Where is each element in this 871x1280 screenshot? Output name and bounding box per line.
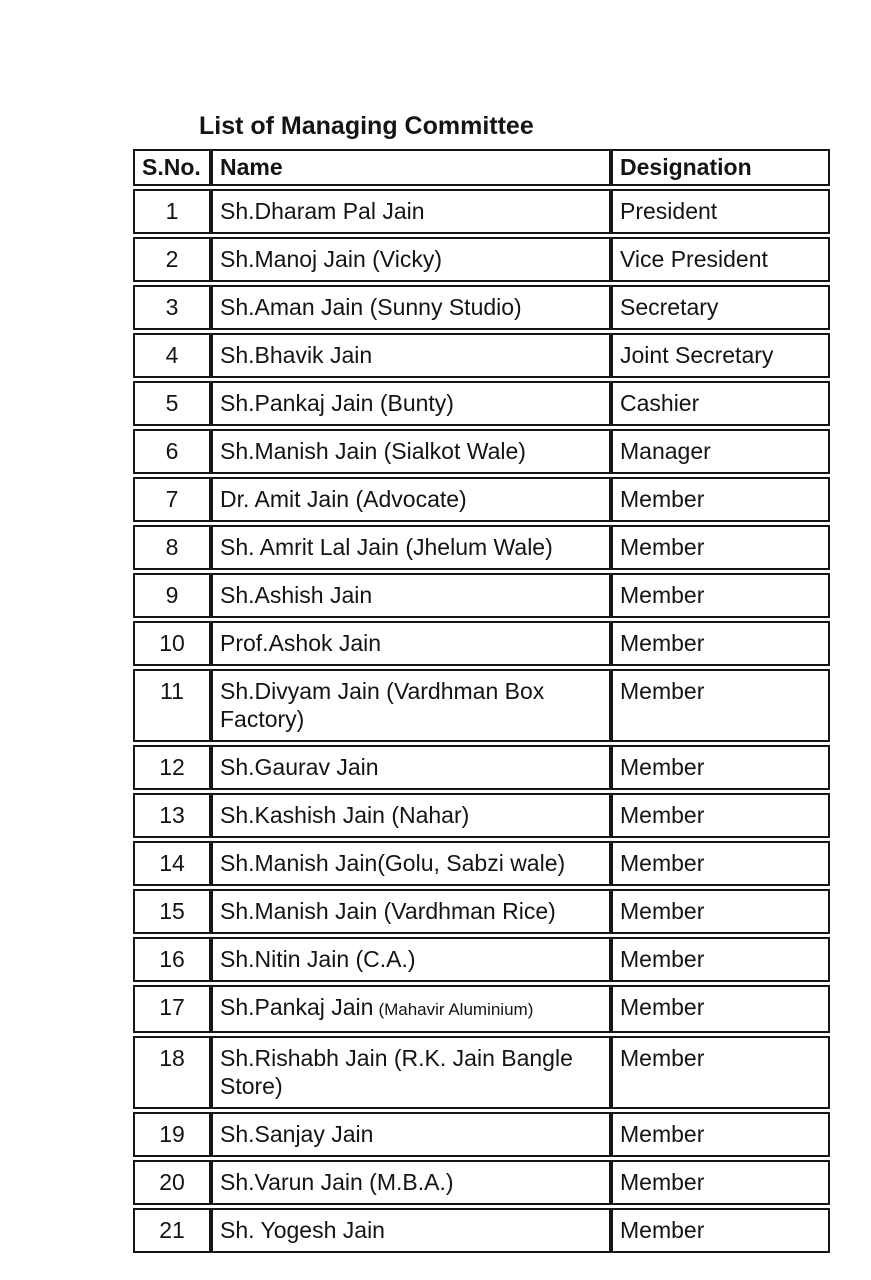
column-header-name: Name xyxy=(211,149,611,186)
table-row xyxy=(133,1208,830,1253)
row-sno-cell: 1 xyxy=(133,189,211,234)
row-designation-cell: Member xyxy=(611,889,830,934)
row-name-cell xyxy=(211,525,611,570)
committee-table xyxy=(133,146,830,1256)
row-sno-cell: 13 xyxy=(133,793,211,838)
table-row xyxy=(133,573,830,618)
row-designation-cell: Member xyxy=(611,621,830,666)
row-sno-cell: 9 xyxy=(133,573,211,618)
table-row xyxy=(133,189,830,234)
table-row xyxy=(133,285,830,330)
member-name: Sh.Manish Jain (Vardhman Rice) xyxy=(220,898,556,924)
page-title: List of Managing Committee xyxy=(199,112,534,140)
member-name: Sh.Kashish Jain (Nahar) xyxy=(220,802,470,828)
member-name: Sh.Manish Jain(Golu, Sabzi wale) xyxy=(220,850,566,876)
member-name: Sh.Dharam Pal Jain xyxy=(220,198,425,224)
member-name-note: (Mahavir Aluminium) xyxy=(378,1000,534,1019)
row-designation-cell: Member xyxy=(611,1160,830,1205)
row-sno-cell: 12 xyxy=(133,745,211,790)
member-name: Sh.Divyam Jain (Vardhman Box Factory) xyxy=(220,678,545,732)
row-sno-cell: 16 xyxy=(133,937,211,982)
row-designation-cell: Member xyxy=(611,745,830,790)
row-name-cell xyxy=(211,1112,611,1157)
column-header-sno: S.No. xyxy=(133,149,211,186)
row-sno-cell: 20 xyxy=(133,1160,211,1205)
row-designation-cell: Joint Secretary xyxy=(611,333,830,378)
member-name: Sh.Gaurav Jain xyxy=(220,754,379,780)
member-name: Sh.Nitin Jain (C.A.) xyxy=(220,946,416,972)
table-row xyxy=(133,429,830,474)
table-row xyxy=(133,1112,830,1157)
row-designation-cell: President xyxy=(611,189,830,234)
table-row xyxy=(133,381,830,426)
row-designation-cell: Member xyxy=(611,525,830,570)
member-name: Sh.Pankaj Jain (Bunty) xyxy=(220,390,454,416)
row-sno-cell: 21 xyxy=(133,1208,211,1253)
row-name-cell xyxy=(211,985,611,1033)
row-designation-cell: Member xyxy=(611,793,830,838)
row-designation-cell: Member xyxy=(611,573,830,618)
row-designation-cell: Manager xyxy=(611,429,830,474)
member-name: Sh. Yogesh Jain xyxy=(220,1217,385,1243)
row-sno-cell: 18 xyxy=(133,1036,211,1109)
row-sno-cell: 5 xyxy=(133,381,211,426)
table-row xyxy=(133,237,830,282)
row-sno-cell: 6 xyxy=(133,429,211,474)
member-name: Sh.Ashish Jain xyxy=(220,582,373,608)
committee-table-body xyxy=(133,189,830,1253)
member-name: Sh. Amrit Lal Jain (Jhelum Wale) xyxy=(220,534,553,560)
row-name-cell xyxy=(211,237,611,282)
table-row xyxy=(133,477,830,522)
table-row xyxy=(133,1036,830,1109)
member-name: Sh.Rishabh Jain (R.K. Jain Bangle Store) xyxy=(220,1045,573,1099)
table-row xyxy=(133,621,830,666)
row-designation-cell: Member xyxy=(611,841,830,886)
table-row xyxy=(133,1160,830,1205)
row-sno-cell: 3 xyxy=(133,285,211,330)
row-sno-cell: 11 xyxy=(133,669,211,742)
member-name: Sh.Aman Jain (Sunny Studio) xyxy=(220,294,522,320)
row-name-cell xyxy=(211,573,611,618)
member-name: Prof.Ashok Jain xyxy=(220,630,382,656)
row-name-cell xyxy=(211,841,611,886)
row-sno-cell: 8 xyxy=(133,525,211,570)
row-name-cell xyxy=(211,189,611,234)
row-name-cell xyxy=(211,381,611,426)
row-designation-cell: Vice President xyxy=(611,237,830,282)
row-name-cell xyxy=(211,1036,611,1109)
row-sno-cell: 4 xyxy=(133,333,211,378)
table-row xyxy=(133,525,830,570)
row-name-cell xyxy=(211,889,611,934)
row-sno-cell: 7 xyxy=(133,477,211,522)
column-header-designation: Designation xyxy=(611,149,830,186)
row-designation-cell: Cashier xyxy=(611,381,830,426)
row-sno-cell: 2 xyxy=(133,237,211,282)
row-name-cell xyxy=(211,745,611,790)
row-designation-cell: Member xyxy=(611,1036,830,1109)
row-name-cell xyxy=(211,937,611,982)
row-designation-cell: Member xyxy=(611,985,830,1033)
table-row xyxy=(133,889,830,934)
row-designation-cell: Secretary xyxy=(611,285,830,330)
row-name-cell xyxy=(211,1208,611,1253)
table-row xyxy=(133,333,830,378)
member-name: Sh.Pankaj Jain xyxy=(220,994,374,1020)
member-name: Sh.Manoj Jain (Vicky) xyxy=(220,246,442,272)
member-name: Sh.Sanjay Jain xyxy=(220,1121,374,1147)
row-name-cell xyxy=(211,793,611,838)
row-designation-cell: Member xyxy=(611,477,830,522)
row-name-cell xyxy=(211,1160,611,1205)
member-name: Sh.Bhavik Jain xyxy=(220,342,373,368)
row-designation-cell: Member xyxy=(611,669,830,742)
member-name: Dr. Amit Jain (Advocate) xyxy=(220,486,467,512)
row-name-cell xyxy=(211,285,611,330)
row-sno-cell: 15 xyxy=(133,889,211,934)
member-name: Sh.Manish Jain (Sialkot Wale) xyxy=(220,438,526,464)
row-name-cell xyxy=(211,621,611,666)
table-row xyxy=(133,745,830,790)
row-designation-cell: Member xyxy=(611,1112,830,1157)
table-header-row xyxy=(133,149,830,186)
row-sno-cell: 17 xyxy=(133,985,211,1033)
row-name-cell xyxy=(211,477,611,522)
table-row xyxy=(133,937,830,982)
table-row xyxy=(133,793,830,838)
row-name-cell xyxy=(211,333,611,378)
table-row xyxy=(133,985,830,1033)
row-name-cell xyxy=(211,429,611,474)
table-row xyxy=(133,841,830,886)
row-sno-cell: 19 xyxy=(133,1112,211,1157)
member-name: Sh.Varun Jain (M.B.A.) xyxy=(220,1169,454,1195)
row-designation-cell: Member xyxy=(611,1208,830,1253)
row-name-cell xyxy=(211,669,611,742)
row-designation-cell: Member xyxy=(611,937,830,982)
row-sno-cell: 14 xyxy=(133,841,211,886)
row-sno-cell: 10 xyxy=(133,621,211,666)
table-row xyxy=(133,669,830,742)
